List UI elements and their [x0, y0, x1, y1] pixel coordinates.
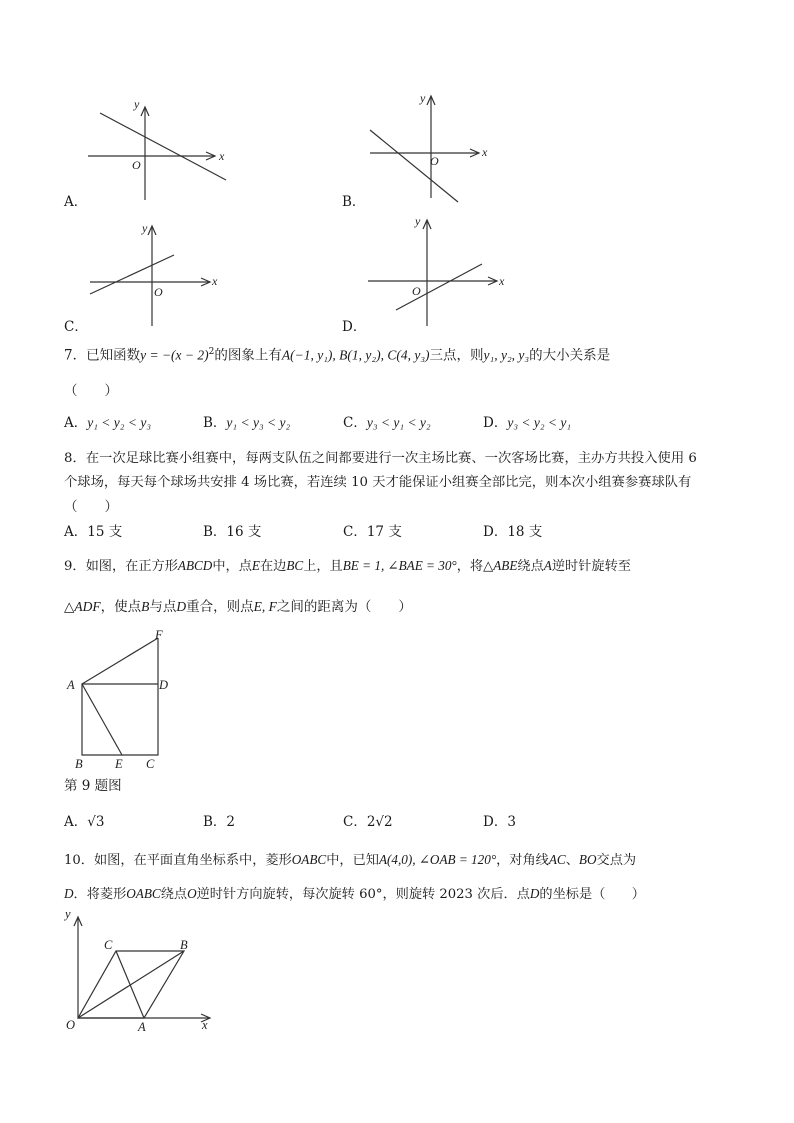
q6-option-b-label: B． — [342, 194, 366, 210]
q9-square-abcd — [82, 684, 158, 755]
svg-text:O: O — [430, 154, 439, 168]
q6-option-a-label: A． — [64, 194, 88, 210]
q9-label-a: A — [67, 678, 75, 692]
svg-text:x: x — [212, 274, 218, 288]
q10-y-label: y — [65, 907, 71, 921]
q6a-function-line — [100, 113, 226, 180]
q8-option-a[interactable]: A．15 支 — [64, 524, 123, 540]
svg-text:O: O — [154, 285, 163, 299]
q6-graph-d — [360, 208, 510, 330]
q9-option-b[interactable]: B．2 — [203, 814, 236, 830]
q6-graph-a — [80, 95, 240, 205]
svg-text:x: x — [499, 274, 505, 288]
q10-diagonal-ac — [116, 951, 144, 1018]
q6-option-d-label: D． — [342, 319, 367, 335]
q10-label-o: O — [66, 1018, 76, 1032]
q9-segment-ae — [82, 684, 122, 755]
q9-label-f: F — [155, 628, 163, 642]
q6-graph-b — [362, 88, 502, 203]
q9-figure-caption: 第 9 题图 — [64, 778, 122, 794]
q6d-function-line — [396, 264, 482, 310]
q8-stem-line1: 8．在一次足球比赛小组赛中，每两支队伍之间都要进行一次主场比赛、一次客场比赛，主办方共投入使用 6 — [64, 451, 697, 466]
q6-graph-c — [82, 218, 232, 330]
q10-figure — [60, 905, 225, 1035]
q7-option-a[interactable]: A．y₁ < y₂ < y₃ — [64, 415, 152, 431]
q10-label-a: A — [138, 1020, 146, 1034]
q10-stem-line2: D．将菱形OABC绕点O逆时针方向旋转，每次旋转 60°，则旋转 2023 次后．点D的坐标是（ ） — [64, 886, 645, 902]
q7-option-b[interactable]: B．y₁ < y₃ < y₂ — [203, 415, 291, 431]
q10-diagonal-ob — [78, 951, 184, 1018]
q7-option-c[interactable]: C．y₃ < y₁ < y₂ — [343, 415, 431, 431]
q10-x-label: x — [202, 1018, 208, 1032]
q9-stem-line2: △ADF，使点B与点D重合，则点E, F之间的距离为（ ） — [64, 599, 412, 615]
svg-text:y: y — [420, 91, 426, 105]
q9-stem-line1: 9．如图，在正方形ABCD中，点E在边BC上，且BE = 1, ∠BAE = 30°，将△ABE绕点A逆时针旋转至 — [64, 558, 631, 574]
svg-text:O: O — [412, 284, 421, 298]
q9-label-d: D — [159, 678, 169, 692]
q9-option-c[interactable]: C．2√2 — [343, 814, 393, 830]
q7-stem: 7．已知函数$y = -(x - 2)^2$的图象上有A(−1, y₁), B(1, y₂), C(4, y₃)三点，则y₁, y₂, y₃的大小关系是 — [64, 347, 611, 364]
svg-text:x: x — [482, 145, 488, 159]
q6a-x-label: x — [219, 149, 225, 163]
q7-answer-paren: （ ） — [64, 383, 118, 399]
svg-text:y: y — [415, 214, 421, 228]
svg-text:y: y — [142, 221, 148, 235]
q9-option-d[interactable]: D．3 — [483, 814, 516, 830]
q6-option-c-label: C． — [64, 319, 88, 335]
q8-answer-paren: （ ） — [64, 499, 118, 515]
q8-stem-line2: 个球场，每天每个球场共安排 4 场比赛，若连续 10 天才能保证小组赛全部比完，则本次小组赛参赛球队有 — [64, 475, 692, 490]
q8-option-c[interactable]: C．17 支 — [343, 524, 402, 540]
q10-label-c: C — [104, 938, 113, 952]
q7-option-d[interactable]: D．y₃ < y₂ < y₁ — [483, 415, 572, 431]
q10-stem-line1: 10．如图，在平面直角坐标系中，菱形OABC中，已知A(4,0), ∠OAB = 120°，对角线AC、BO交点为 — [64, 852, 637, 868]
q9-figure — [60, 628, 180, 773]
q6a-origin-label: O — [132, 158, 141, 172]
q9-segment-af — [82, 638, 158, 684]
q9-label-c: C — [146, 757, 155, 771]
q6b-function-line — [370, 130, 458, 202]
q8-option-b[interactable]: B．16 支 — [203, 524, 262, 540]
q6a-y-label: y — [134, 97, 140, 111]
q9-label-b: B — [75, 757, 83, 771]
q9-label-e: E — [115, 757, 123, 771]
q10-label-b: B — [180, 938, 188, 952]
q8-option-d[interactable]: D．18 支 — [483, 524, 543, 540]
q9-option-a[interactable]: A．√3 — [64, 814, 105, 830]
